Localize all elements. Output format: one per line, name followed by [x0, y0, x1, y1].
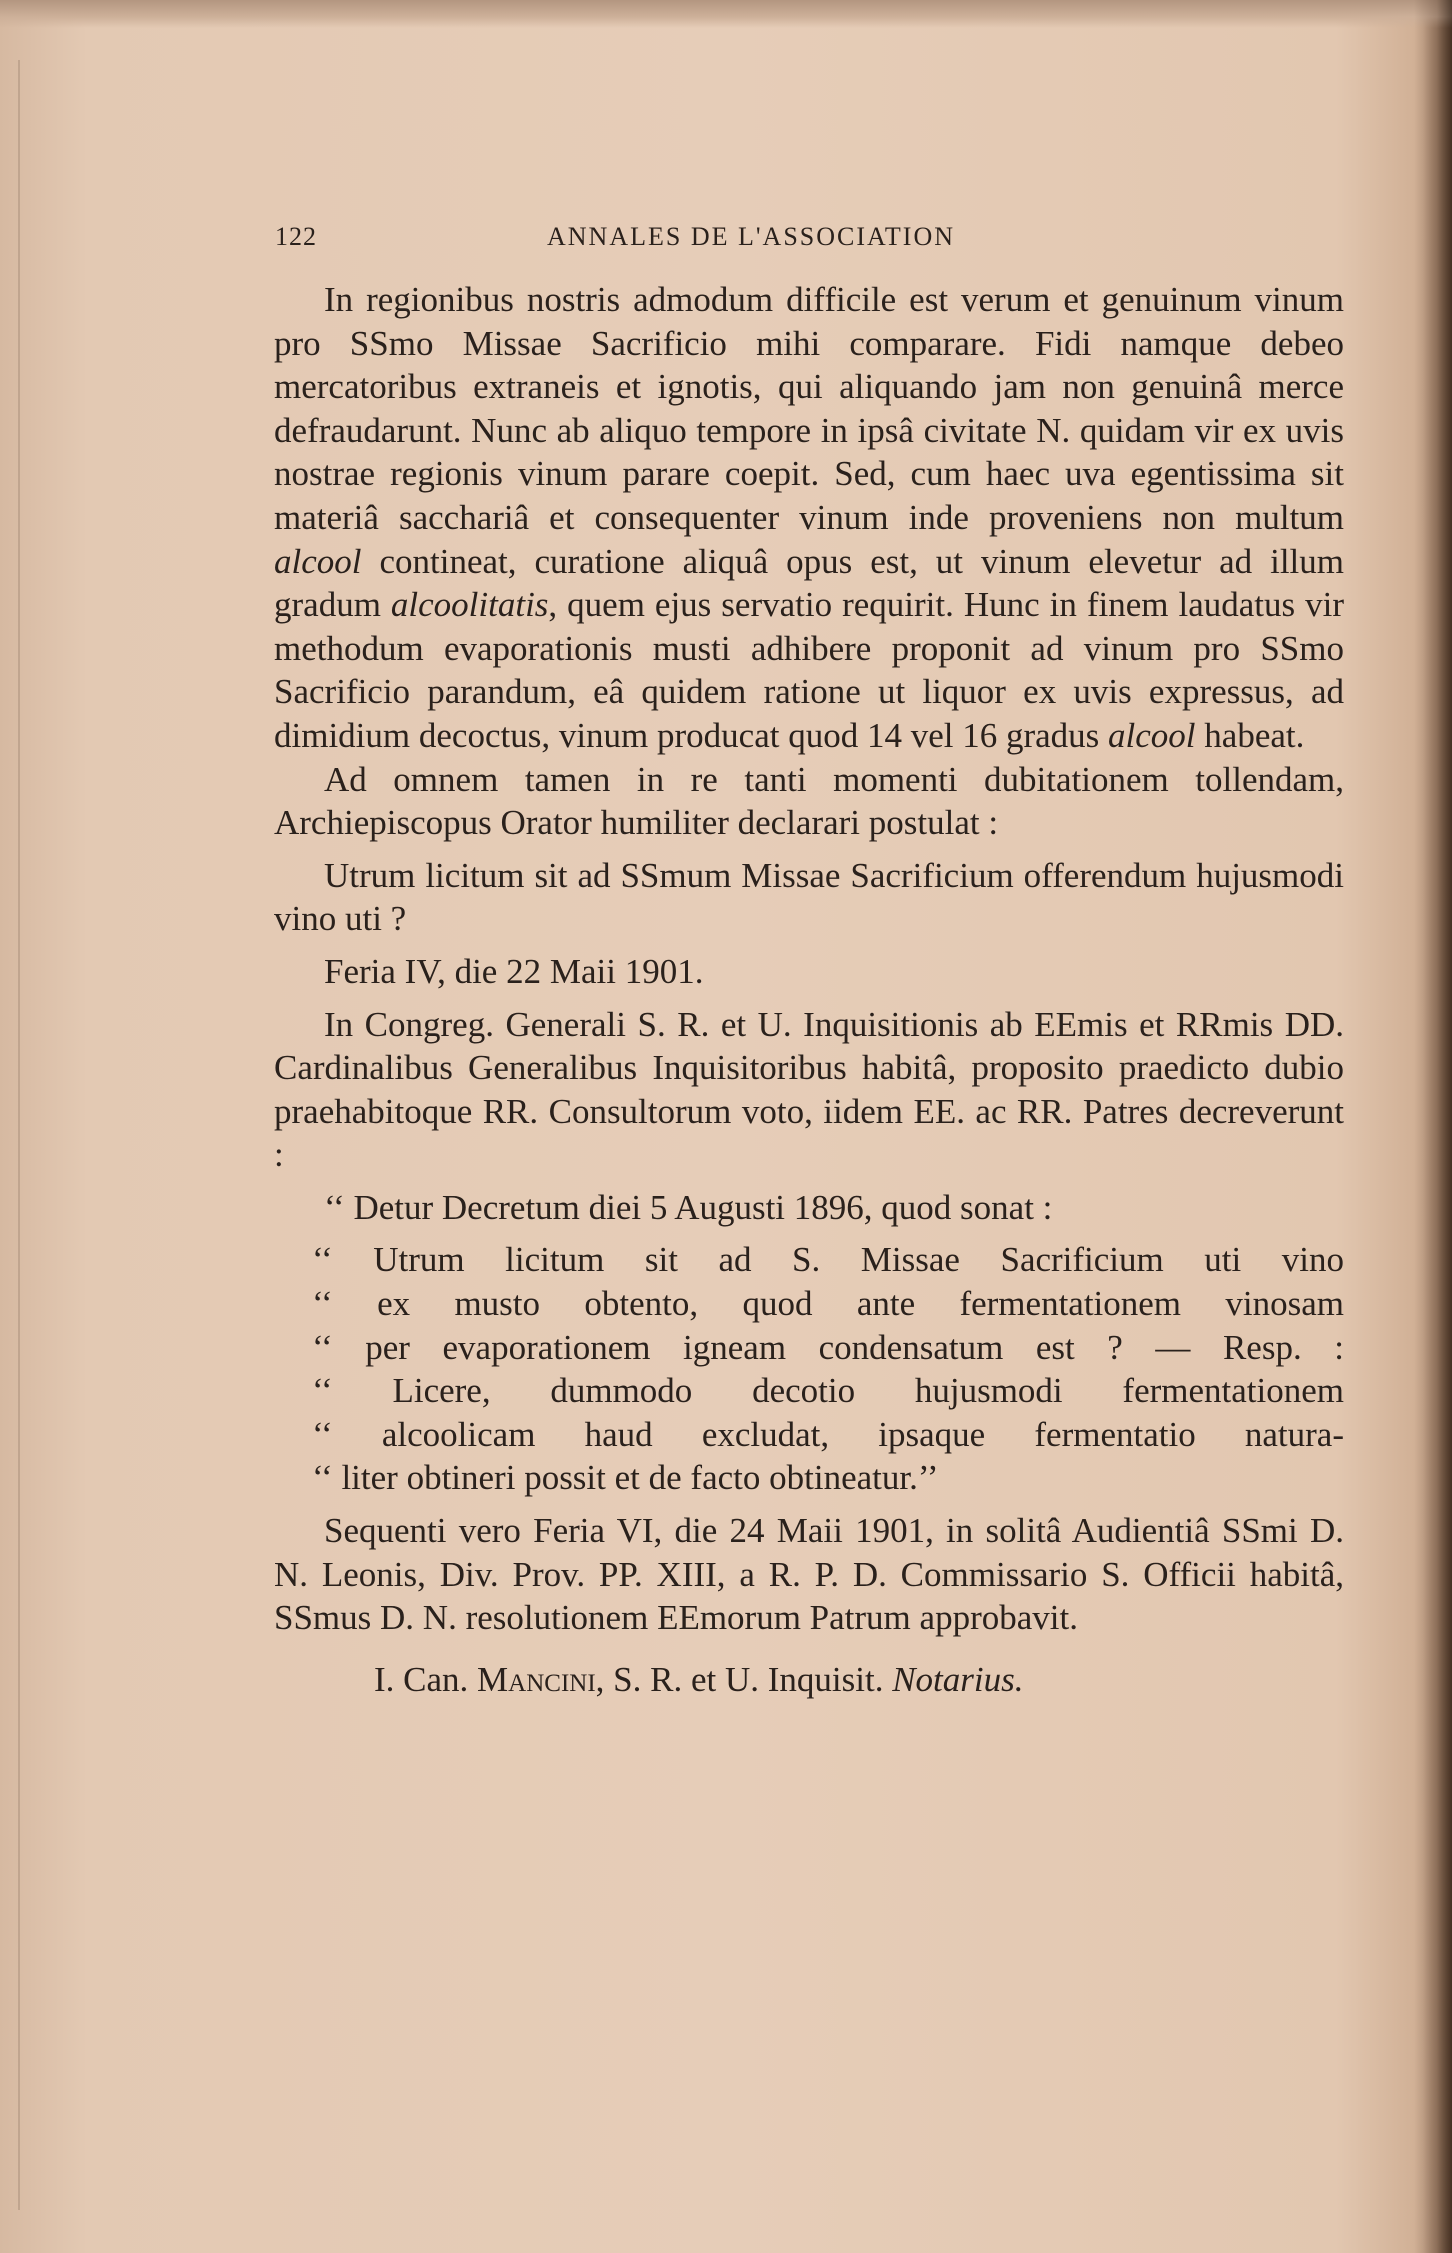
signature-title: Notarius.: [892, 1659, 1024, 1699]
decree-quote: [274, 1238, 1344, 1500]
paragraph-dubium: Utrum licitum sit ad SSmum Missae Sacrificium offerendum hujusmodi vino uti ?: [274, 855, 1344, 939]
quote-line: ‘‘ ex musto obtento, quod ante fermentationem vinosam: [312, 1284, 1344, 1324]
body-text: [274, 278, 1344, 1701]
paragraph-request: In regionibus nostris admodum difficile est verum et genuinum vinum pro SSmo Missae Sacrificio mihi comparare. Fidi namque debeo mercatoribus extraneis et ignotis, qui aliquando jam non genuinâ merce defraudarunt. Nunc ab aliquo tempore in ipsâ civitate N. quidam vir ex uvis nostrae regionis vinum parare coepit. Sed, cum haec uva egentissima sit materiâ sacchariâ et consequenter vinum inde proveniens non multum alcool contineat, curatione aliquâ opus est, ut vinum elevetur ad illum gradum alcoolitatis, quem ejus servatio requirit. Hunc in finem laudatus vir methodum evaporationis musti adhibere proponit ad vinum pro SSmo Sacrificio parandum, eâ quidem ratione ut liquor ex uvis expressus, ad dimidium decoctus, vinum producat quod 14 vel 16 gradus alcool habeat.: [274, 280, 1345, 755]
page-top-edge: [0, 0, 1452, 28]
binding-shadow: [1414, 0, 1452, 2253]
quote-line: ‘‘ Utrum licitum sit ad S. Missae Sacrificium uti vino: [312, 1240, 1344, 1280]
paragraph-postulat: Ad omnem tamen in re tanti momenti dubitationem tollendam, Archiepiscopus Orator humiliter declarari postulat :: [274, 759, 1344, 843]
paragraph-date: Feria IV, die 22 Maii 1901.: [324, 951, 704, 991]
italic-term: alcoolitatis: [390, 585, 549, 625]
italic-term: alcool: [274, 541, 362, 581]
quote-line: ‘‘ alcoolicam haud excludat, ipsaque fermentatio natura-: [312, 1414, 1344, 1454]
quote-line: ‘‘ liter obtineri possit et de facto obtineatur.’’: [312, 1458, 939, 1498]
paragraph-congregatio: In Congreg. Generali S. R. et U. Inquisitionis ab EEmis et RRmis DD. Cardinalibus Generalibus Inquisitoribus habitâ, proposito praedicto dubio praehabitoque RR. Consultorum voto, iidem EE. ac RR. Patres decreverunt :: [274, 1004, 1344, 1175]
signature-name: Mancini: [477, 1659, 596, 1699]
page-number: 122: [275, 222, 317, 251]
signature-line: I. Can. Mancini, S. R. et U. Inquisit. Notarius.: [374, 1659, 1024, 1699]
page-left-edge: [18, 60, 20, 2210]
paragraph-detur: ‘‘ Detur Decretum diei 5 Augusti 1896, quod sonat :: [324, 1187, 1053, 1227]
quote-line: ‘‘ per evaporationem igneam condensatum est ? — Resp. :: [312, 1327, 1344, 1367]
page-header: [275, 222, 1075, 262]
paragraph-approbation: Sequenti vero Feria VI, die 24 Maii 1901, in solitâ Audientiâ SSmi D. N. Leonis, Div. Prov. PP. XIII, a R. P. D. Commissario S. Officii habitâ, SSmus D. N. resolutionem EEmorum Patrum approbavit.: [274, 1511, 1344, 1638]
quote-line: ‘‘ Licere, dummodo decotio hujusmodi fermentationem: [312, 1371, 1344, 1411]
italic-term: alcool: [1108, 715, 1196, 755]
running-head: ANNALES DE L'ASSOCIATION: [547, 222, 956, 251]
